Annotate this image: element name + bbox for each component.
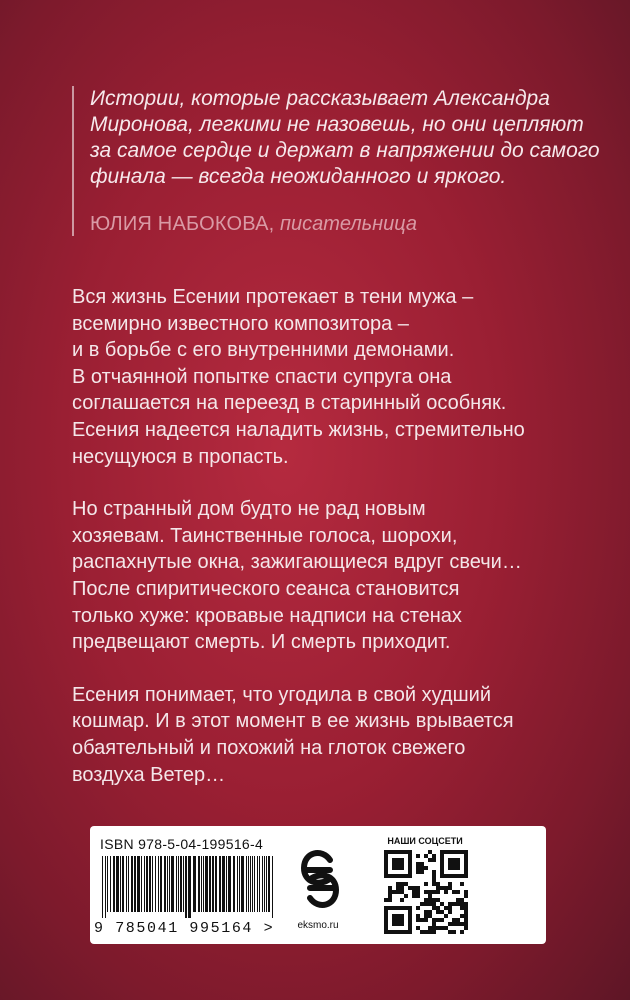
isbn-label: ISBN 978-5-04-199516-4	[100, 836, 264, 852]
quote-text: Истории, которые рассказывает Александра Миронова, легкими не назовешь, но они цепляют за самое сердце и держат в напряжении до самого финала — всегда неожиданного и яркого.	[90, 87, 600, 188]
eksmo-logo-icon	[300, 846, 340, 912]
qr-code-icon[interactable]	[384, 850, 468, 934]
synopsis	[72, 284, 572, 814]
social-label: НАШИ СОЦСЕТИ	[387, 836, 463, 846]
barcode-icon	[100, 856, 278, 918]
quote-author-name: ЮЛИЯ НАБОКОВА,	[90, 213, 275, 235]
synopsis-paragraph-1: Вся жизнь Есении протекает в тени мужа – всемирно известного композитора – и в борьбе с его внутренними демонами. В отчаянной попытке спасти супруга она соглашается на переезд в старинный особняк. Есения надеется наладить жизнь, стремительно несущуюся в пропасть.	[72, 286, 525, 468]
publisher-site: eksmo.ru	[297, 920, 339, 931]
synopsis-paragraph-2: Но странный дом будто не рад новым хозяевам. Таинственные голоса, шорохи, распахнутые окна, зажигающиеся вдруг свечи… После спиритического сеанса становится только хуже: кровавые надписи на стенах предвещают смерть. И смерть приходит.	[72, 498, 522, 654]
barcode-digits: 9 785041 995164 >	[94, 920, 275, 937]
quote-author	[90, 212, 610, 236]
barcode-panel	[90, 826, 546, 944]
quote-author-role: писательница	[274, 213, 418, 235]
synopsis-paragraph-3: Есения понимает, что угодила в свой худший кошмар. И в этот момент в ее жизнь врывается обаятельный и похожий на глоток свежего воздуха Ветер…	[72, 683, 514, 786]
blurb-quote	[72, 86, 610, 236]
